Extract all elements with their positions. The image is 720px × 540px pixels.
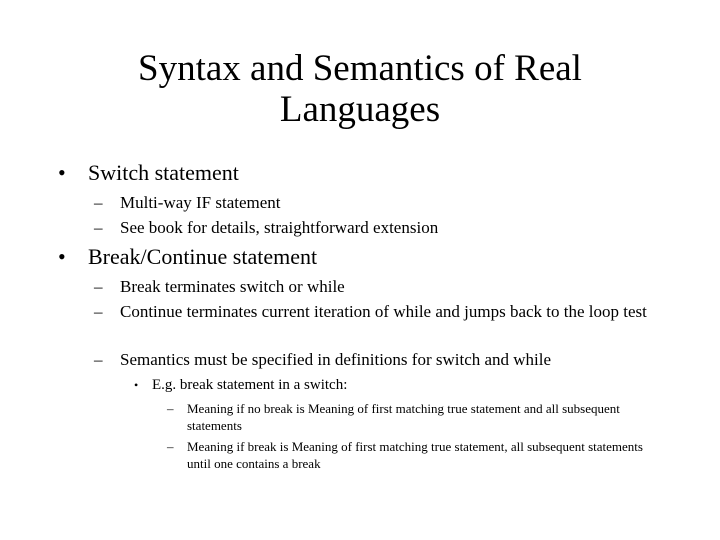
subbullet-text: Semantics must be specified in definitions for switch and while (120, 350, 552, 369)
dash-icon: – (94, 302, 103, 321)
dash-icon: – (94, 218, 103, 237)
title-line-1: Syntax and Semantics of Real (138, 48, 582, 89)
slide-title (60, 48, 660, 130)
point-with-break (167, 438, 667, 472)
subbullet-semantics (94, 350, 552, 370)
dash-icon: – (167, 439, 174, 454)
subbullet-continue-terminates (94, 302, 660, 322)
bullet-icon: • (134, 378, 139, 392)
subbullet-text: Continue terminates current iteration of while and jumps back to the loop test (120, 302, 647, 321)
subsub-eg-break (134, 376, 348, 394)
dash-icon: – (94, 193, 103, 212)
subbullet-text: See book for details, straightforward extension (120, 218, 439, 237)
subbullet-multiway-if (94, 193, 281, 213)
bullet-icon: • (58, 160, 66, 185)
point-no-break (167, 400, 667, 434)
dash-icon: – (94, 350, 103, 369)
point-text: Meaning if no break is Meaning of first matching true statement and all subsequent statements (187, 401, 620, 433)
point-text: Meaning if break is Meaning of first matching true statement, all subsequent statements until one contains a break (187, 439, 643, 471)
subbullet-text: Break terminates switch or while (120, 277, 345, 296)
dash-icon: – (167, 401, 174, 416)
subbullet-text: Multi-way IF statement (120, 193, 281, 212)
bullet-icon: • (58, 244, 66, 269)
dash-icon: – (94, 277, 103, 296)
subsub-text: E.g. break statement in a switch: (152, 377, 348, 393)
bullet-break-continue (58, 244, 318, 269)
subbullet-break-terminates (94, 277, 345, 297)
bullet-text: Break/Continue statement (88, 244, 318, 269)
bullet-switch-statement (58, 160, 239, 185)
title-line-2: Languages (279, 89, 441, 130)
bullet-text: Switch statement (88, 160, 239, 185)
subbullet-see-book (94, 218, 439, 238)
